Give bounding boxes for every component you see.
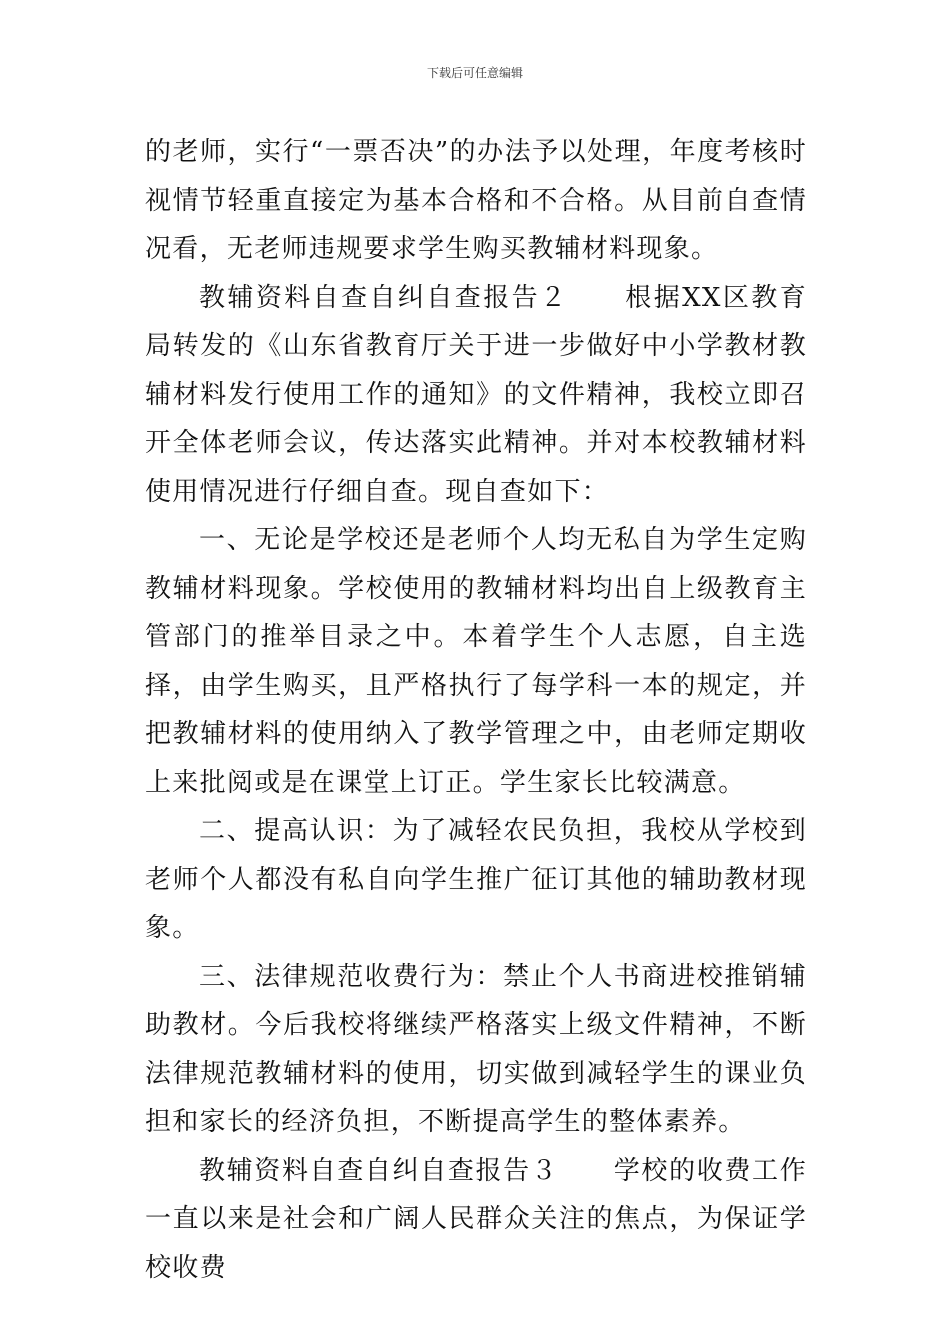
page-header: 下载后可任意编辑 <box>426 66 523 80</box>
document-body <box>145 128 807 1292</box>
paragraph-item-3: 三、法律规范收费行为：禁止个人书商进校推销辅助教材。今后我校将继续严格落实上级文件精神，不断法律规范教辅材料的使用，切实做到减轻学生的课业负担和家长的经济负担，不断提高学生的整体素养。 <box>145 961 807 1137</box>
paragraph-continuation: 的老师，实行“一票否决”的办法予以处理，年度考核时视情节轻重直接定为基本合格和不合格。从目前自查情况看，无老师违规要求学生购买教辅材料现象。 <box>145 137 807 264</box>
paragraph-report-3: 教辅资料自查自纠自查报告３ 学校的收费工作一直以来是社会和广阔人民群众关注的焦点，为保证学校收费 <box>145 1155 807 1283</box>
paragraph-item-2: 二、提高认识：为了减轻农民负担，我校从学校到老师个人都没有私自向学生推广征订其他的辅助教材现象。 <box>145 816 807 943</box>
paragraph-item-1: 一、无论是学校还是老师个人均无私自为学生定购教辅材料现象。学校使用的教辅材料均出自上级教育主管部门的推举目录之中。本着学生个人志愿，自主选择，由学生购买，且严格执行了每学科一本的规定，并把教辅材料的使用纳入了教学管理之中，由老师定期收上来批阅或是在课堂上订正。学生家长比较满意。 <box>145 525 807 798</box>
paragraph-report-2: 教辅资料自查自纠自查报告２ 根据XX区教育局转发的《山东省教育厅关于进一步做好中小学教材教辅材料发行使用工作的通知》的文件精神，我校立即召开全体老师会议，传达落实此精神。并对本校教辅材料使用情况进行仔细自查。现自查如下： <box>145 282 807 507</box>
